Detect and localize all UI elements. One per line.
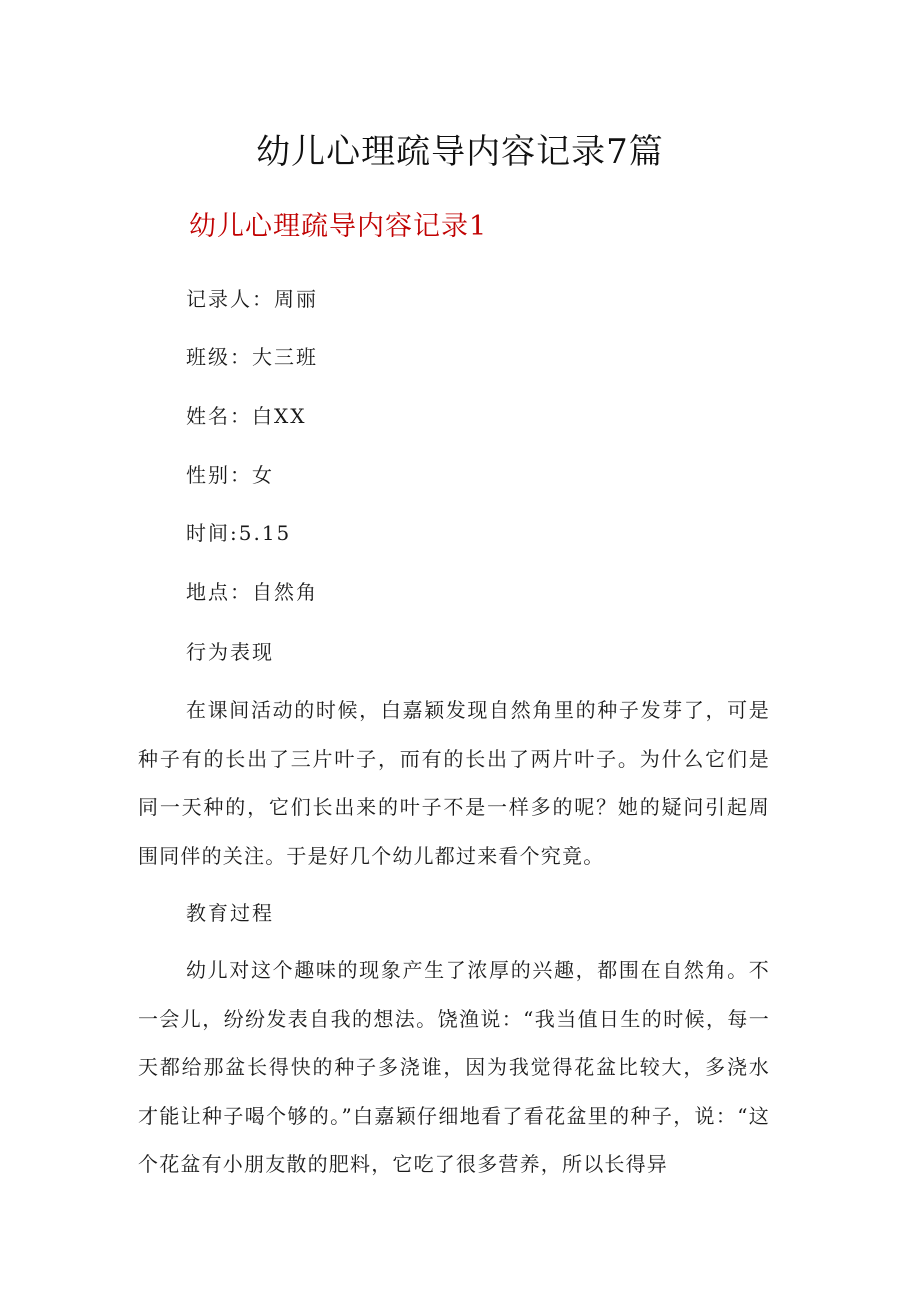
gender-field: 性别：女 (186, 463, 274, 487)
section-title: 幼儿心理疏导内容记录1 (189, 211, 488, 242)
behavior-heading: 行为表现 (186, 640, 274, 664)
recorder-field: 记录人：周丽 (186, 287, 318, 311)
time-field: 时间:5.15 (186, 521, 292, 545)
process-paragraph: 幼儿对这个趣味的现象产生了浓厚的兴趣，都围在自然角。不一会儿，纷纷发表自我的想法。饶渔说：“我当值日生的时候，每一天都给那盆长得快的种子多浇谁，因为我觉得花盆比较大，多浇水才能让种子喝个够的。”白嘉颖仔细地看了看花盆里的种子，说：“这个花盆有小朋友散的肥料，它吃了很多营养，所以长得异 (138, 958, 770, 1176)
location-field: 地点：自然角 (186, 580, 318, 604)
class-field: 班级：大三班 (186, 345, 318, 369)
behavior-paragraph: 在课间活动的时候，白嘉颖发现自然角里的种子发芽了，可是种子有的长出了三片叶子，而有的长出了两片叶子。为什么它们是同一天种的，它们长出来的叶子不是一样多的呢？她的疑问引起周围同伴的关注。于是好几个幼儿都过来看个究竟。 (138, 698, 770, 868)
name-field: 姓名：白XX (186, 404, 307, 428)
process-heading: 教育过程 (186, 901, 274, 925)
document-title: 幼儿心理疏导内容记录7篇 (256, 132, 664, 172)
